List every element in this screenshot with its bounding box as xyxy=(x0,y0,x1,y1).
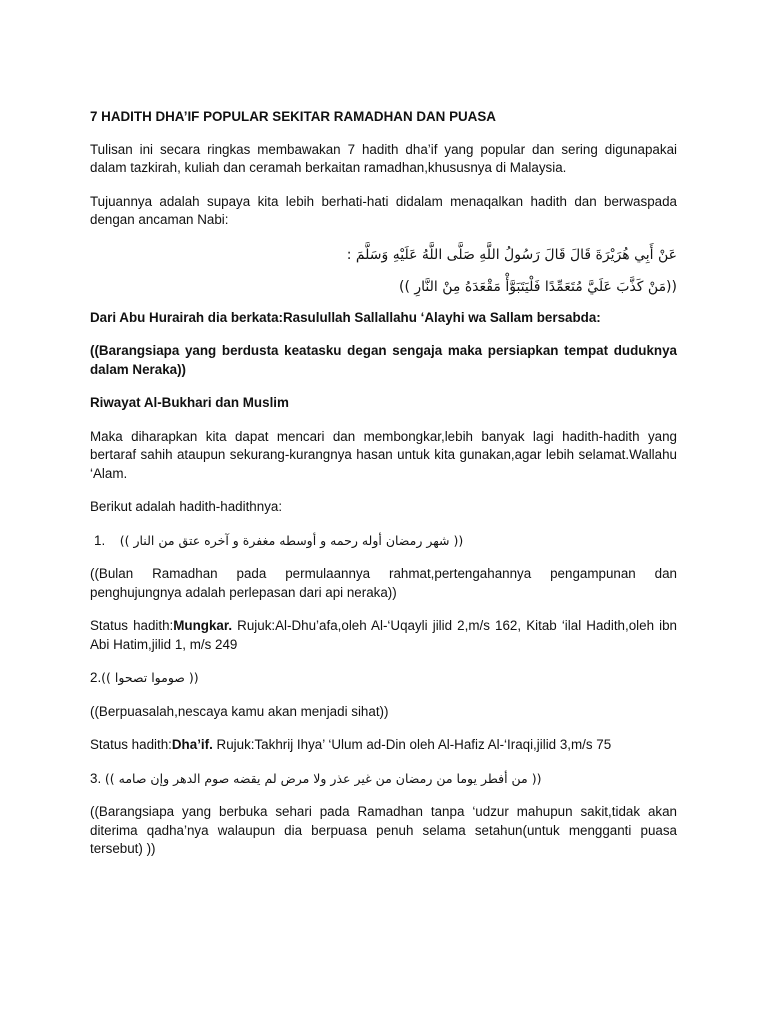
hadith-1-number: 1. xyxy=(94,532,106,548)
hadith-2-arabic: (( صوموا تصحوا )) xyxy=(101,670,199,685)
hadith-3-translation: ((Barangsiapa yang berbuka sehari pada Ramadhan tanpa ‘udzur mahupun sakit,tidak akan diterima qadha’nya walaupun dia berpuasa penuh selama setahun(untuk mengganti puasa tersebut) )) xyxy=(90,804,677,856)
hadith-translation: ((Barangsiapa yang berdusta keatasku degan sengaja maka persiapkan tempat duduknya dalam Neraka)) xyxy=(90,343,677,377)
hadith-1-arabic: (( شهر رمضان أوله رحمه و أوسطه مغفرة و آخره عتق من النار )) xyxy=(119,532,464,548)
hope-paragraph: Maka diharapkan kita dapat mencari dan membongkar,lebih banyak lagi hadith-hadith yang bertaraf sahih ataupun sekurang-kurangnya hasan untuk kita gunakan,agar lebih selamat.Wallahu ‘Alam. xyxy=(90,428,677,481)
hadith-3-number: 3. xyxy=(90,770,102,786)
hadith-1-status-value: Mungkar. xyxy=(173,618,233,633)
list-intro: Berikut adalah hadith-hadithnya: xyxy=(90,499,283,514)
arabic-hadith-line: ((مَنْ كَذَّبَ عَلَيَّ مُتَعَمِّدًا فَلْيَتَبَوَّأْ مَقْعَدَهُ مِنْ النَّارِ )) xyxy=(399,278,677,295)
arabic-isnad-line: عَنْ أَبِي هُرَيْرَةَ قَالَ قَالَ رَسُولُ اللَّهِ صَلَّى اللَّهُ عَلَيْهِ وَسَلَّمَ : xyxy=(346,246,677,263)
hadith-1-translation: ((Bulan Ramadhan pada permulaannya rahmat,pertengahannya pengampunan dan penghujungnya adalah perlepasan dari api neraka)) xyxy=(90,566,677,600)
purpose-paragraph: Tujuannya adalah supaya kita lebih berhati-hati didalam menaqalkan hadith dan berwaspada dengan ancaman Nabi: xyxy=(90,193,677,227)
hadith-2-status-ref: Rujuk:Takhrij Ihya’ ‘Ulum ad-Din oleh Al-Hafiz Al-‘Iraqi,jilid 3,m/s 75 xyxy=(212,737,612,752)
source-line: Riwayat Al-Bukhari dan Muslim xyxy=(90,395,289,410)
hadith-2-status-value: Dha’if. xyxy=(171,737,213,752)
hadith-2-number: 2. xyxy=(90,670,102,685)
hadith-1-status-label: Status hadith: xyxy=(90,618,174,633)
hadith-2-status-label: Status hadith: xyxy=(90,737,172,752)
hadith-2-arabic-item xyxy=(90,669,677,688)
intro-paragraph: Tulisan ini secara ringkas membawakan 7 hadith dha’if yang popular dan sering digunapakai dalam tazkirah, kuliah dan ceramah berkaitan ramadhan,khususnya di Malaysia. xyxy=(90,141,677,175)
narration-line: Dari Abu Hurairah dia berkata:Rasulullah Sallallahu ‘Alayhi wa Sallam bersabda: xyxy=(90,309,601,325)
hadith-3-arabic: (( من أفطر يوما من رمضان من غير عذر ولا مرض لم يقضه صوم الدهر وإن صامه )) xyxy=(104,770,542,786)
hadith-3-arabic-item xyxy=(90,770,677,789)
hadith-1-arabic-item xyxy=(90,532,677,551)
hadith-1-status xyxy=(90,617,677,654)
hadith-2-status xyxy=(90,736,677,755)
document-title: 7 HADITH DHA’IF POPULAR SEKITAR RAMADHAN DAN PUASA xyxy=(90,109,496,124)
hadith-2-translation: ((Berpuasalah,nescaya kamu akan menjadi sihat)) xyxy=(90,703,389,719)
hadith-1-status-ref: Rujuk:Al-Dhu’afa,oleh Al-‘Uqayli jilid 2,m/s 162, Kitab ‘ilal Hadith,oleh ibn Abi Hatim,jilid 1, m/s 249 xyxy=(90,618,678,652)
document-page xyxy=(90,108,677,874)
